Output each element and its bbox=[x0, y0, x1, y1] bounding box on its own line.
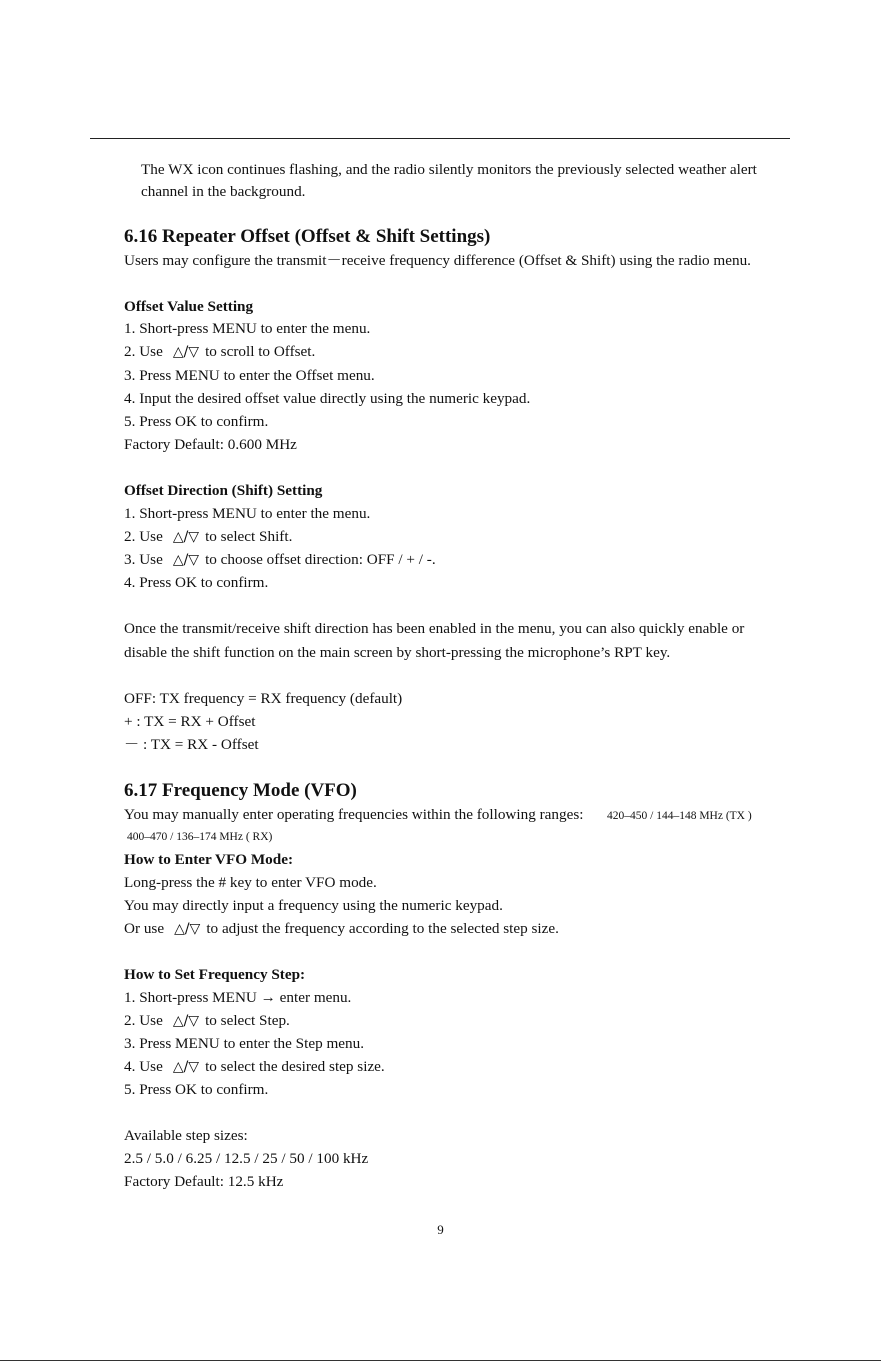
step-item-3: 3. Press MENU to enter the Step menu. bbox=[124, 1035, 365, 1052]
offset-value-step-5: 5. Press OK to confirm. bbox=[124, 413, 269, 430]
shift-step-3: 3. Use △/▽ to choose offset direction: OFF / + / -. bbox=[124, 551, 436, 568]
shift-heading: Offset Direction (Shift) Setting bbox=[124, 482, 323, 499]
vfo-line-3: Or use △/▽ to adjust the frequency according to the selected step size. bbox=[124, 920, 559, 937]
vfo-heading: How to Enter VFO Mode: bbox=[124, 851, 294, 868]
step-sizes-values: 2.5 / 5.0 / 6.25 / 12.5 / 25 / 50 / 100 kHz bbox=[124, 1150, 369, 1167]
shift-mode-off: OFF: TX frequency = RX frequency (default) bbox=[124, 690, 403, 707]
step-sizes-label: Available step sizes: bbox=[124, 1127, 248, 1144]
intro-line-1: The WX icon continues flashing, and the radio silently monitors the previously selected weather alert bbox=[141, 161, 757, 178]
shift-step-1: 1. Short-press MENU to enter the menu. bbox=[124, 505, 371, 522]
intro-line-2: channel in the background. bbox=[141, 183, 306, 200]
offset-value-step-1: 1. Short-press MENU to enter the menu. bbox=[124, 320, 371, 337]
up-down-arrows-icon: △/▽ bbox=[172, 1013, 200, 1029]
section-6-17-description: You may manually enter operating frequencies within the following ranges: bbox=[124, 806, 584, 823]
offset-value-heading: Offset Value Setting bbox=[124, 298, 254, 315]
shift-note-line-2: disable the shift function on the main screen by short-pressing the microphone’s RPT key. bbox=[124, 644, 671, 661]
section-6-17-title: 6.17 Frequency Mode (VFO) bbox=[124, 780, 357, 801]
section-6-16-description: Users may configure the transmit－receive frequency difference (Offset & Shift) using the radio menu. bbox=[124, 252, 751, 269]
offset-value-step-3: 3. Press MENU to enter the Offset menu. bbox=[124, 367, 375, 384]
tx-frequency-range: 420–450 / 144–148 MHz (TX ) bbox=[607, 810, 752, 822]
up-down-arrows-icon: △/▽ bbox=[172, 1059, 200, 1075]
shift-note-line-1: Once the transmit/receive shift direction has been enabled in the menu, you can also quickly enable or bbox=[124, 620, 745, 637]
shift-step-2: 2. Use △/▽ to select Shift. bbox=[124, 528, 293, 545]
rx-frequency-range: 400–470 / 136–174 MHz ( RX) bbox=[127, 831, 273, 843]
vfo-line-1: Long-press the # key to enter VFO mode. bbox=[124, 874, 377, 891]
offset-value-step-4: 4. Input the desired offset value directly using the numeric keypad. bbox=[124, 390, 531, 407]
header-rule bbox=[90, 138, 790, 139]
offset-factory-default: Factory Default: 0.600 MHz bbox=[124, 436, 297, 453]
up-down-arrows-icon: △/▽ bbox=[174, 921, 201, 937]
page-number: 9 bbox=[437, 1222, 444, 1237]
up-down-arrows-icon: △/▽ bbox=[172, 344, 200, 360]
up-down-arrows-icon: △/▽ bbox=[172, 552, 200, 568]
step-heading: How to Set Frequency Step: bbox=[124, 966, 306, 983]
section-6-16-title: 6.16 Repeater Offset (Offset & Shift Settings) bbox=[124, 226, 491, 247]
shift-mode-plus: + : TX = RX + Offset bbox=[124, 713, 256, 730]
step-item-4: 4. Use △/▽ to select the desired step size. bbox=[124, 1058, 385, 1075]
up-down-arrows-icon: △/▽ bbox=[172, 529, 200, 545]
vfo-line-2: You may directly input a frequency using the numeric keypad. bbox=[124, 897, 503, 914]
shift-mode-minus: － : TX = RX - Offset bbox=[124, 736, 259, 753]
step-factory-default: Factory Default: 12.5 kHz bbox=[124, 1173, 284, 1190]
offset-value-step-2: 2. Use △/▽ to scroll to Offset. bbox=[124, 343, 316, 360]
step-item-1: 1. Short-press MENU → enter menu. bbox=[124, 989, 352, 1006]
step-item-5: 5. Press OK to confirm. bbox=[124, 1081, 269, 1098]
step-item-2: 2. Use △/▽ to select Step. bbox=[124, 1012, 290, 1029]
shift-step-4: 4. Press OK to confirm. bbox=[124, 574, 269, 591]
